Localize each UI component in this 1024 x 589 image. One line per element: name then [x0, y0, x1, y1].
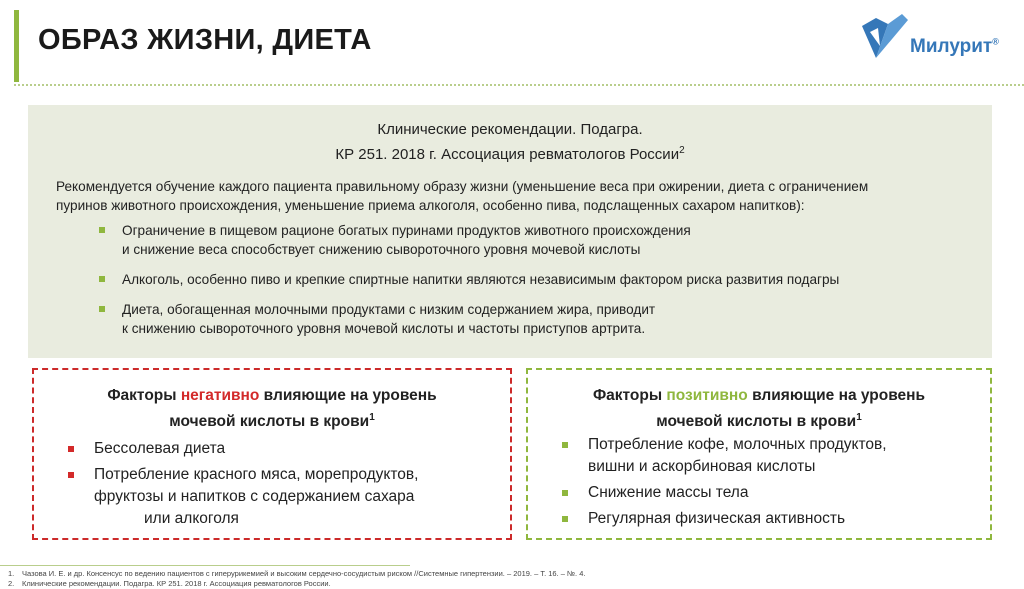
- footnotes: [8, 569, 585, 589]
- bullet-icon: [68, 446, 74, 452]
- bullet-icon: [562, 490, 568, 496]
- bullet-icon: [68, 472, 74, 478]
- logo-wordmark: Милурит®: [910, 36, 999, 57]
- list-item: Регулярная физическая активность: [562, 508, 962, 530]
- header-divider: [14, 84, 1024, 86]
- positive-factors-box: [526, 368, 992, 540]
- bullet-icon: [562, 442, 568, 448]
- list-item: Диета, обогащенная молочными продуктами с низким содержанием жира, приводит к снижению сывороточного уровня мочевой кислоты и частоты приступов артрита.: [98, 300, 958, 338]
- negative-factors-list: [68, 438, 488, 534]
- list-item: Потребление кофе, молочных продуктов, вишни и аскорбиновая кислоты: [562, 434, 962, 478]
- recommendations-intro: Рекомендуется обучение каждого пациента правильному образу жизни (уменьшение веса при ожирении, диета с ограничением пуринов животного происхождения, уменьшение приема алкоголя, особенно пива, подслащенных сахаром напитков):: [56, 179, 869, 213]
- list-item: Ограничение в пищевом рационе богатых пуринами продуктов животного происхождения и снижение веса способствует снижению сывороточного уровня мочевой кислоты: [98, 221, 958, 259]
- positive-factors-list: [562, 434, 962, 534]
- bullet-icon: [562, 516, 568, 522]
- negative-factors-title: Факторы негативно влияющие на уровень мочевой кислоты в крови$^1$: [107, 387, 437, 431]
- page-title: ОБРАЗ ЖИЗНИ, ДИЕТА: [38, 24, 372, 56]
- bullet-icon: [99, 227, 105, 233]
- list-item: Снижение массы тела: [562, 482, 962, 504]
- list-item: Алкоголь, особенно пиво и крепкие спиртные напитки являются независимым фактором риска развития подагры: [98, 270, 958, 289]
- milurit-logo: [858, 10, 1018, 66]
- bullet-icon: [99, 276, 105, 282]
- list-item: Потребление красного мяса, морепродуктов, фруктозы и напитков с содержанием сахара или алкоголя: [68, 464, 488, 530]
- positive-factors-title: Факторы позитивно влияющие на уровень мочевой кислоты в крови$^1$: [592, 387, 926, 431]
- negative-factors-box: [32, 368, 512, 540]
- footnote-divider: [0, 565, 410, 566]
- footnote: 1. Чазова И. Е. и др. Консенсус по ведению пациентов с гиперурикемией и высоким сердечно-сосудистым риском //Системные гипертензии. – 2019. – Т. 16. – №. 4.: [8, 569, 586, 578]
- clinical-recommendations-panel: [28, 105, 992, 358]
- checkmark-shield-icon: [858, 10, 918, 66]
- bullet-icon: [99, 306, 105, 312]
- recommendations-heading: Клинические рекомендации. Подагра. КР 251. 2018 г. Ассоциация ревматологов России$^2$: [335, 121, 685, 163]
- footnote: 2. Клинические рекомендации. Подагра. КР 251. 2018 г. Ассоциация ревматологов России.: [8, 579, 331, 588]
- recommendations-list: [98, 221, 958, 349]
- list-item: Бессолевая диета: [68, 438, 488, 460]
- title-accent-bar: [14, 10, 19, 82]
